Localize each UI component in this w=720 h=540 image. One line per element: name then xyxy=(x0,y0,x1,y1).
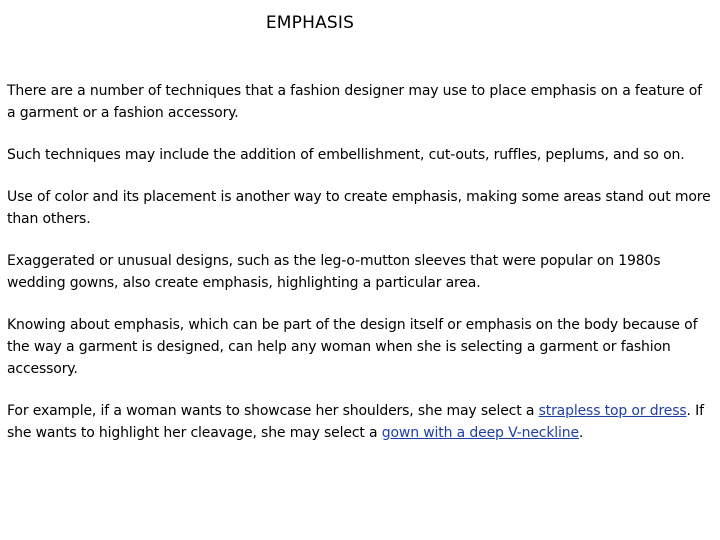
example-text-start: For example, if a woman wants to showcase her shoulders, she may select a xyxy=(7,403,539,419)
paragraph-color: Use of color and its placement is another way to create emphasis, making some areas stand out more than others. xyxy=(7,189,711,227)
deep-v-neckline-gown-link[interactable]: gown with a deep V-neckline xyxy=(381,425,579,441)
example-text-end: . xyxy=(578,425,584,441)
paragraph-knowing-emphasis: Knowing about emphasis, which can be part of the design itself or emphasis on the body because of the way a garment is designed, can help any woman when she is selecting a garment or fashion accessory. xyxy=(7,317,698,377)
example-text-middle: . If she wants to highlight her cleavage, she may select a xyxy=(7,403,704,441)
slide-body xyxy=(7,80,713,464)
slide-title: EMPHASIS xyxy=(265,13,355,33)
paragraph-exaggerated-designs: Exaggerated or unusual designs, such as the leg-o-mutton sleeves that were popular on 1980s wedding gowns, also create emphasis, highlighting a particular area. xyxy=(7,253,661,291)
strapless-top-link[interactable]: strapless top or dress xyxy=(538,403,687,419)
paragraph-techniques: There are a number of techniques that a fashion designer may use to place emphasis on a feature of a garment or a fashion accessory. xyxy=(7,83,702,121)
paragraph-example xyxy=(7,400,713,444)
paragraph-embellishment: Such techniques may include the addition of embellishment, cut-outs, ruffles, peplums, and so on. xyxy=(7,147,685,163)
